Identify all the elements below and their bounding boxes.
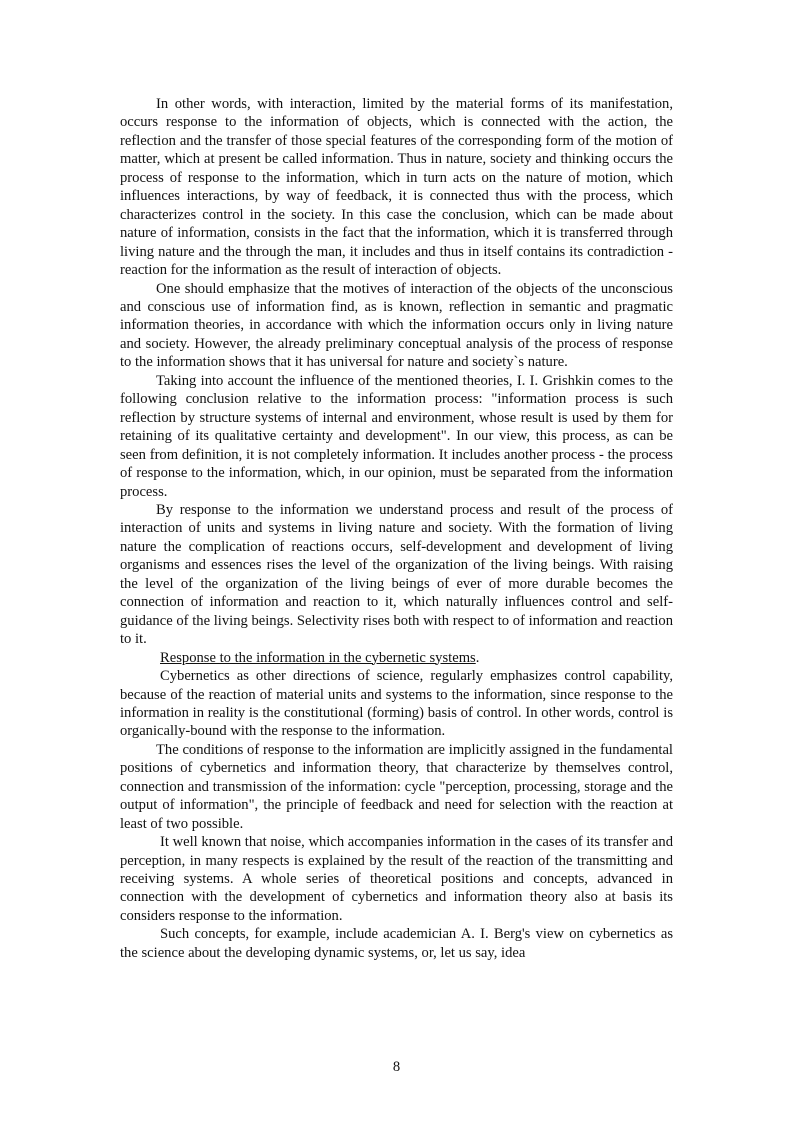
page-number: 8 bbox=[392, 1059, 401, 1075]
paragraph-4: By response to the information we understand process and result of the process of interaction of units and systems in living nature and society. With the formation of living nature the complication of reactions occurs, self-development and development of living organisms and essences rises the level of the organization of the living beings. With raising the level of the organization of the living beings of ever of more durable becomes the connection of information and reaction to it, which naturally influences control and self-guidance of the living beings. Selectivity rises both with respect to of information and reaction to it. bbox=[120, 501, 673, 648]
paragraph-3: Taking into account the influence of the mentioned theories, I. I. Grishkin comes to the following conclusion relative to the information process: "information process is such reflection by structure systems of internal and environment, whose result is used by them for retaining of its qualitative certainty and development". In our view, this process, as can be seen from definition, it is not completely information. It includes another process - the process of response to the information, which, in our opinion, must be separated from the information process. bbox=[120, 372, 673, 500]
paragraph-5: Cybernetics as other directions of science, regularly emphasizes control capability, because of the reaction of material units and systems to the information, since response to the information in reality is the constitutional (forming) basis of control. In other words, control is organically-bound with the response to the information. bbox=[120, 668, 673, 740]
page-body bbox=[120, 95, 673, 962]
paragraph-2: One should emphasize that the motives of interaction of the objects of the unconscious and conscious use of information find, as is known, reflection in semantic and pragmatic information theories, in accordance with which the information occurs only in living nature and society. However, the already preliminary conceptual analysis of the process of response to the information shows that it has universal for nature and society`s nature. bbox=[120, 280, 673, 371]
paragraph-8: Such concepts, for example, include academician A. I. Berg's view on cybernetics as the science about the developing dynamic systems, or, let us say, idea bbox=[120, 926, 673, 961]
paragraph-6: The conditions of response to the information are implicitly assigned in the fundamental positions of cybernetics and information theory, that characterize by themselves control, connection and transmission of the information: cycle "perception, processing, storage and the output of information", the principle of feedback and need for selection with the reaction at least of two possible. bbox=[120, 741, 673, 832]
section-heading-text: Response to the information in the cybernetic systems bbox=[160, 649, 476, 666]
paragraph-7: It well known that noise, which accompanies information in the cases of its transfer and perception, in many respects is explained by the result of the reaction of the transmitting and receiving systems. A whole series of theoretical positions and concepts, advanced in connection with the development of cybernetics and information theory also at basis its considers response to the information. bbox=[120, 834, 673, 924]
paragraph-1: In other words, with interaction, limited by the material forms of its manifestation, occurs response to the information of objects, which is connected with the action, the reflection and the transfer of those special features of the corresponding form of the motion of matter, which at present be called information. Thus in nature, society and thinking occurs the process of response to the information, which in turn acts on the nature of motion, which influences interactions, by way of feedback, it is connected thus with the process, which characterizes control in the society. In this case the conclusion, which can be made about nature of information, consists in the fact that the information, which it is transferred through living nature and the through the man, it includes and thus in itself contains its contradiction - reaction for the information as the result of interaction of objects. bbox=[120, 96, 673, 279]
section-heading-period: . bbox=[475, 649, 480, 666]
section-heading bbox=[120, 649, 673, 667]
